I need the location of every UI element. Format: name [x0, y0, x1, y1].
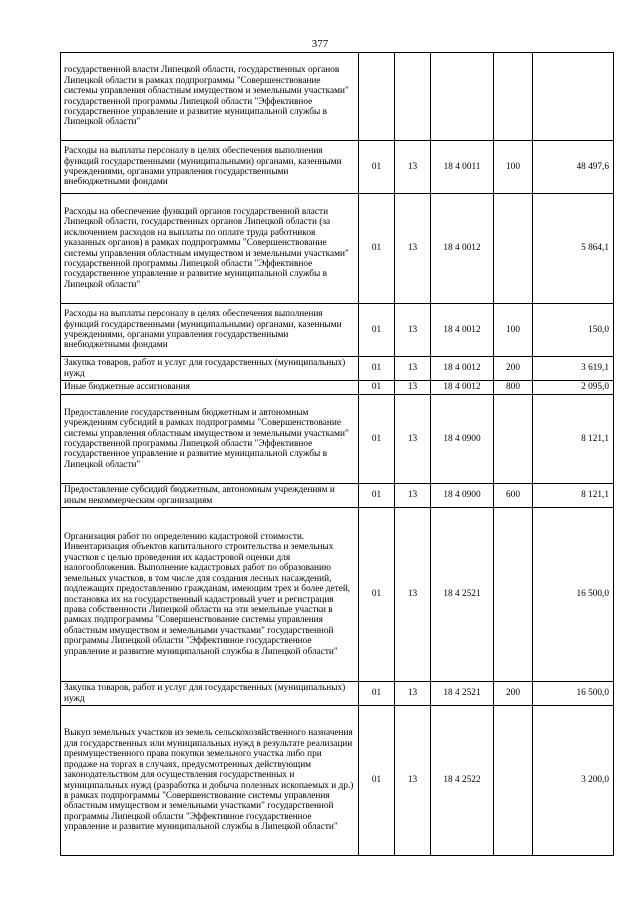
target-article: 18 4 0012: [431, 357, 494, 381]
subsection-code: 13: [395, 381, 431, 395]
expense-type: [494, 53, 533, 141]
row-description: Закупка товаров, работ и услуг для государственных (муниципальных) нужд: [61, 682, 359, 706]
expense-type: 200: [494, 357, 533, 381]
table-row: [61, 484, 614, 508]
subsection-code: 13: [395, 141, 431, 194]
target-article: 18 4 0012: [431, 304, 494, 357]
table-row: [61, 357, 614, 381]
section-code: 01: [359, 395, 395, 484]
target-article: 18 4 0012: [431, 381, 494, 395]
amount: 150,0: [533, 304, 614, 357]
target-article: 18 4 0900: [431, 395, 494, 484]
expense-type: 100: [494, 141, 533, 194]
amount: 16 500,0: [533, 508, 614, 682]
budget-table: [60, 52, 614, 856]
expense-type: [494, 706, 533, 856]
section-code: 01: [359, 141, 395, 194]
target-article: 18 4 0900: [431, 484, 494, 508]
amount: 8 121,1: [533, 395, 614, 484]
target-article: 18 4 2521: [431, 508, 494, 682]
expense-type: 100: [494, 304, 533, 357]
section-code: 01: [359, 508, 395, 682]
target-article: [431, 53, 494, 141]
amount: 16 500,0: [533, 682, 614, 706]
subsection-code: 13: [395, 706, 431, 856]
expense-type: [494, 508, 533, 682]
amount: 5 864,1: [533, 194, 614, 304]
section-code: [359, 53, 395, 141]
expense-type: 800: [494, 381, 533, 395]
target-article: 18 4 2522: [431, 706, 494, 856]
subsection-code: 13: [395, 304, 431, 357]
subsection-code: 13: [395, 484, 431, 508]
amount: 48 497,6: [533, 141, 614, 194]
row-description: Предоставление государственным бюджетным и автономным учреждениям субсидий в рамках подпрограммы "Совершенствование системы управления областным имуществом и земельными участками" государственной программы Липецкой области "Эффективное государственное управление и развитие муниципальной службы в Липецкой области": [61, 395, 359, 484]
expense-type: 600: [494, 484, 533, 508]
row-description: Выкуп земельных участков из земель сельскохозяйственного назначения для государственных или муниципальных нужд в результате реализации преимущественного права покупки земельного участка либо при продаже на торгах в случаях, предусмотренных действующим законодательством для осуществления государственных и муниципальных нужд (разработка и добыча полезных ископаемых и др.) в рамках подпрограммы "Совершенствование системы управления областным имуществом и земельными участками" государственной программы Липецкой области "Эффективное государственное управление и развитие муниципальной службы в Липецкой области": [61, 706, 359, 856]
row-description: Расходы на выплаты персоналу в целях обеспечения выполнения функций государственными (муниципальными) органами, казенными учреждениями, органами управления государственными внебюджетными фондами: [61, 141, 359, 194]
section-code: 01: [359, 706, 395, 856]
subsection-code: 13: [395, 194, 431, 304]
expense-type: 200: [494, 682, 533, 706]
section-code: 01: [359, 484, 395, 508]
target-article: 18 4 0011: [431, 141, 494, 194]
row-description: Организация работ по определению кадастровой стоимости. Инвентаризация объектов капитального строительства и земельных участков с целью проведения их кадастровой оценки для налогообложения. Выполнение кадастровых работ по образованию земельных участков, в том числе для создания лесных насаждений, подлежащих предоставлению гражданам, имеющим трех и более детей, постановка их на государственный кадастровый учет и регистрация права собственности Липецкой области на эти земельные участки в рамках подпрограммы "Совершенствование системы управления областным имуществом и земельными участками" государственной программы Липецкой области "Эффективное государственное управление и развитие муниципальной службы в Липецкой области": [61, 508, 359, 682]
amount: 8 121,1: [533, 484, 614, 508]
section-code: 01: [359, 682, 395, 706]
expense-type: [494, 395, 533, 484]
subsection-code: 13: [395, 508, 431, 682]
target-article: 18 4 0012: [431, 194, 494, 304]
subsection-code: 13: [395, 395, 431, 484]
row-description: Расходы на обеспечение функций органов государственной власти Липецкой области, государственных органов Липецкой области (за исключением расходов на выплаты по оплате труда работников указанных органов) в рамках подпрограммы "Совершенствование системы управления областным имуществом и земельными участками" государственной программы Липецкой области "Эффективное государственное управление и развитие муниципальной службы в Липецкой области": [61, 194, 359, 304]
table-row: [61, 381, 614, 395]
amount: 2 095,0: [533, 381, 614, 395]
row-description: Закупка товаров, работ и услуг для государственных (муниципальных) нужд: [61, 357, 359, 381]
table-row: [61, 53, 614, 141]
subsection-code: [395, 53, 431, 141]
amount: 3 200,0: [533, 706, 614, 856]
section-code: 01: [359, 304, 395, 357]
table-row: [61, 194, 614, 304]
subsection-code: 13: [395, 357, 431, 381]
section-code: 01: [359, 357, 395, 381]
subsection-code: 13: [395, 682, 431, 706]
table-row: [61, 706, 614, 856]
table-row: [61, 141, 614, 194]
table-row: [61, 395, 614, 484]
row-description: государственной власти Липецкой области, государственных органов Липецкой области в рамках подпрограммы "Совершенствование системы управления областным имуществом и земельными участками" государственной программы Липецкой области "Эффективное государственное управление и развитие муниципальной службы в Липецкой области": [61, 53, 359, 141]
table-row: [61, 508, 614, 682]
amount: 3 619,1: [533, 357, 614, 381]
table-row: [61, 304, 614, 357]
target-article: 18 4 2521: [431, 682, 494, 706]
section-code: 01: [359, 381, 395, 395]
section-code: 01: [359, 194, 395, 304]
amount: [533, 53, 614, 141]
page-number: 377: [311, 38, 329, 50]
expense-type: [494, 194, 533, 304]
row-description: Расходы на выплаты персоналу в целях обеспечения выполнения функций государственными (муниципальными) органами, казенными учреждениями, органами управления государственными внебюджетными фондами: [61, 304, 359, 357]
table-row: [61, 682, 614, 706]
row-description: Иные бюджетные ассигнования: [61, 381, 359, 395]
row-description: Предоставление субсидий бюджетным, автономным учреждениям и иным некоммерческим организациям: [61, 484, 359, 508]
